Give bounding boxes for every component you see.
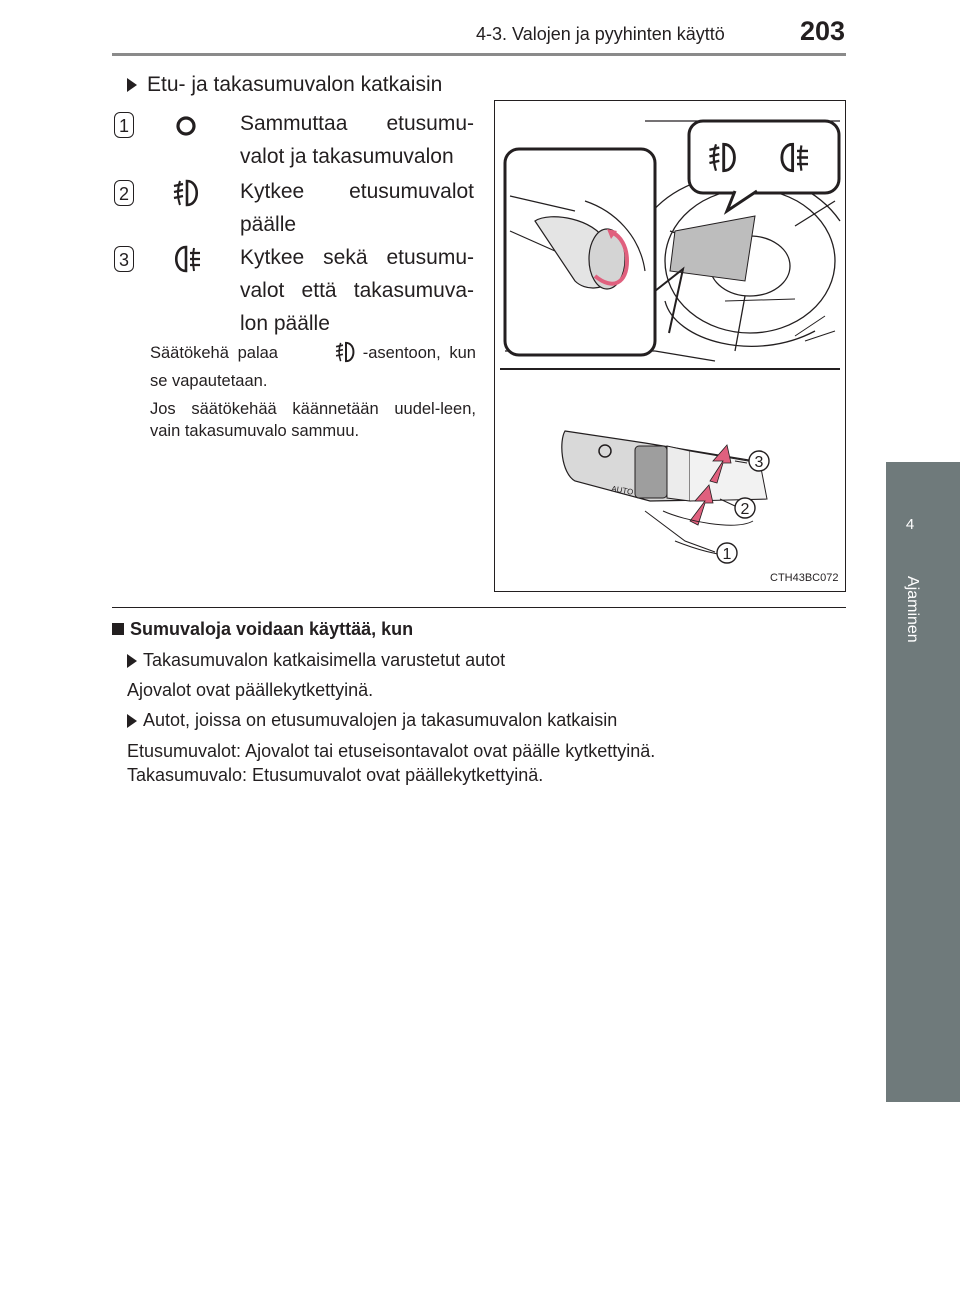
triangle-bullet-icon — [127, 78, 137, 92]
item-text-1: Sammuttaa etusumu-valot ja takasumuvalon — [240, 112, 474, 168]
usage-bullet-2-text: Autot, joissa on etusumuvalojen ja takasumuvalon katkaisin — [143, 710, 618, 730]
note-1-end: -asentoon, kun se vapautetaan. — [150, 344, 476, 390]
usage-bullet-1 — [127, 648, 505, 672]
note-1-start: Säätökehä palaa — [150, 344, 278, 362]
note-1 — [150, 340, 476, 392]
switch-heading-text: Etu- ja takasumuvalon katkaisin — [147, 73, 443, 96]
figure-code: CTH43BC072 — [770, 572, 839, 584]
page-number: 203 — [800, 16, 846, 46]
usage-heading-text: Sumuvaloja voidaan käyttää, kun — [130, 619, 414, 639]
chapter-number: 4 — [905, 516, 915, 533]
usage-bullet-2 — [127, 708, 617, 732]
callout-3: 3 — [754, 454, 764, 471]
header-rule — [112, 53, 846, 56]
stalk-auto-label: AUTO — [610, 484, 634, 497]
triangle-bullet-icon — [127, 654, 137, 668]
off-circle-icon — [170, 112, 204, 142]
callout-2: 2 — [740, 501, 750, 518]
square-bullet-icon — [112, 623, 124, 635]
usage-heading — [112, 619, 413, 640]
item-text-2: Kytkee etusumuvalot päälle — [240, 180, 474, 236]
switch-heading — [127, 70, 442, 100]
note-2: Jos säätökehää käännetään uudel-leen, vain takasumuvalo sammuu. — [150, 400, 476, 440]
item-text-3: Kytkee sekä etusumu-valot että takasumuva-lon päälle — [240, 246, 474, 335]
callout-1: 1 — [722, 546, 732, 563]
rear-fog-light-icon — [170, 244, 204, 274]
item-number-2: 2 — [114, 180, 134, 206]
front-fog-light-icon — [170, 178, 204, 208]
usage-text-1: Ajovalot ovat päällekytkettyinä. — [127, 680, 374, 700]
usage-text-2-line-2: Takasumuvalo: Etusumuvalot ovat päällekytkettyinä. — [127, 765, 544, 785]
headlight-switch-illustration — [495, 101, 845, 591]
usage-bullet-1-text: Takasumuvalon katkaisimella varustetut autot — [143, 650, 506, 670]
section-title: 4-3. Valojen ja pyyhinten käyttö — [476, 24, 725, 44]
chapter-side-tab[interactable] — [886, 462, 960, 1102]
illustration-frame — [494, 100, 846, 592]
figure-divider — [500, 368, 840, 370]
front-fog-light-inline-icon — [333, 340, 359, 370]
triangle-bullet-icon — [127, 714, 137, 728]
chapter-label: Ajaminen — [904, 576, 921, 643]
section-rule — [112, 607, 846, 608]
usage-text-2-line-1: Etusumuvalot: Ajovalot tai etuseisontavalot ovat päälle kytkettyinä. — [127, 741, 656, 761]
item-number-3: 3 — [114, 246, 134, 272]
item-number-1: 1 — [114, 112, 134, 138]
